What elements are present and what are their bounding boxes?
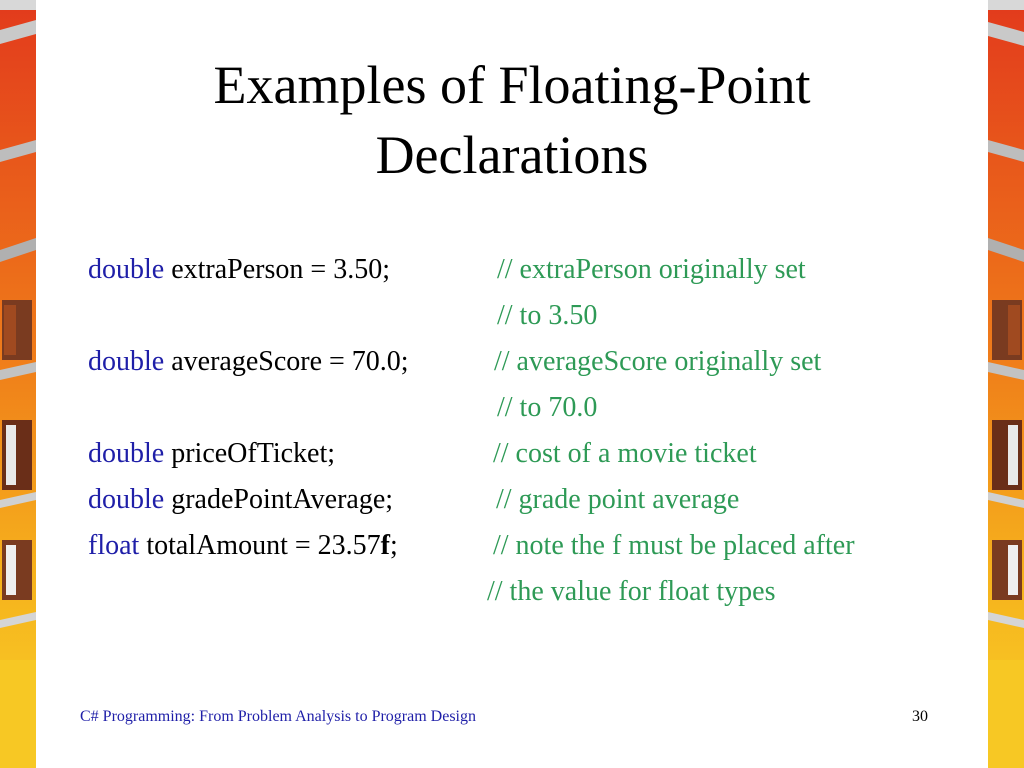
left-decorative-strip: [0, 0, 36, 768]
comment-line-1: // extraPerson originally set: [497, 254, 806, 285]
code-line-1: [88, 253, 390, 287]
keyword: float: [88, 530, 140, 561]
slide-number: 30: [912, 708, 928, 725]
code-line-3: [88, 345, 409, 379]
keyword: double: [88, 438, 165, 469]
statement: totalAmount = 23.57: [146, 530, 381, 561]
comment-line-5: // cost of a movie ticket: [493, 438, 757, 469]
statement: averageScore = 70.0;: [171, 346, 409, 377]
right-decorative-strip: [988, 0, 1024, 768]
code-line-7: [88, 529, 398, 563]
keyword: double: [88, 254, 165, 285]
keyword: double: [88, 346, 165, 377]
building-facade-image: [988, 0, 1024, 768]
title-line-1: Examples of Floating-Point: [213, 55, 811, 115]
code-line-5: [88, 437, 335, 471]
comment-line-7: // note the f must be placed after: [493, 530, 855, 561]
comment-line-3: // averageScore originally set: [494, 346, 822, 377]
statement-terminator: ;: [389, 530, 398, 561]
title-line-2: Declarations: [375, 125, 649, 185]
footer-book-title: C# Programming: From Problem Analysis to Program Design: [80, 708, 476, 725]
comment-line-6: // grade point average: [496, 484, 740, 515]
comment-line-4: // to 70.0: [497, 392, 598, 423]
comment-line-2: // to 3.50: [497, 300, 598, 331]
statement: priceOfTicket;: [171, 438, 336, 469]
slide-title: [100, 50, 924, 190]
code-line-6: [88, 483, 393, 517]
statement: gradePointAverage;: [171, 484, 394, 515]
building-facade-image: [0, 0, 36, 768]
statement: extraPerson = 3.50;: [171, 254, 390, 285]
keyword: double: [88, 484, 165, 515]
float-suffix: f: [380, 530, 390, 561]
comment-line-8: // the value for float types: [487, 576, 776, 607]
